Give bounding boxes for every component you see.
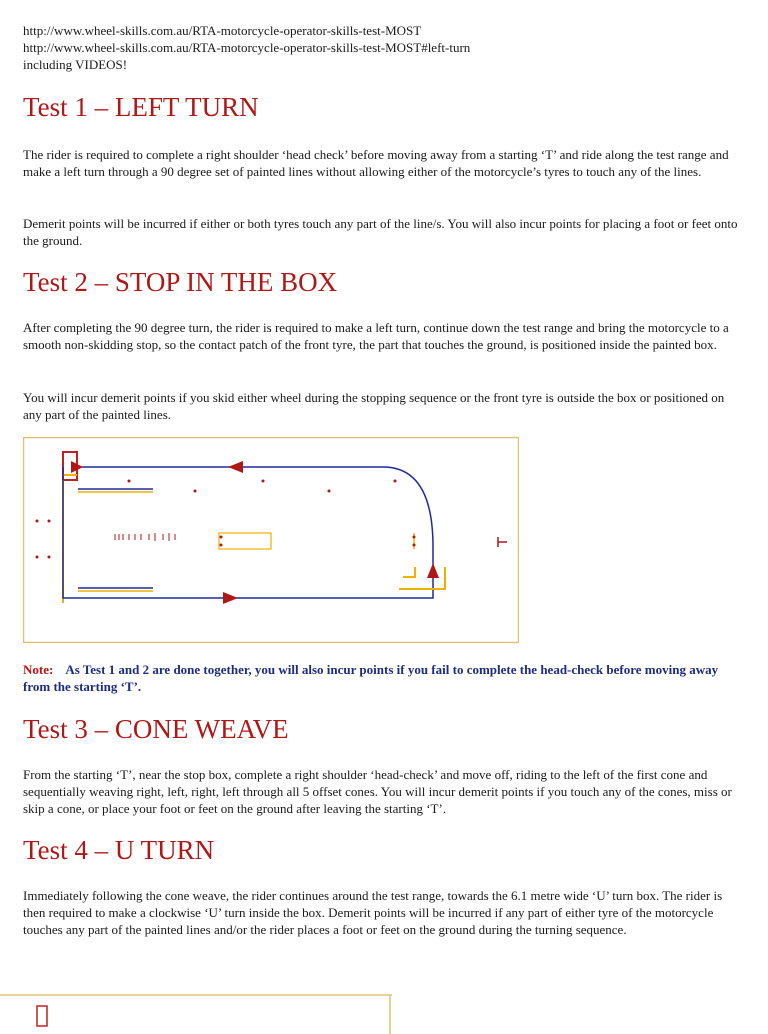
note-label: Note: (23, 662, 54, 677)
test2-paragraph-1: After completing the 90 degree turn, the rider is required to make a left turn, continue down the test range and bring the motorcycle to a smooth non-skidding stop, so the contact patch of the front tyre, the part that touches the ground, is positioned inside the painted box. (23, 320, 729, 352)
u-turn-start-marker (37, 1006, 47, 1026)
test4-heading: Test 4 – U TURN (23, 835, 215, 865)
note-text: As Test 1 and 2 are done together, you will also incur points if you fail to complete the head-check before moving away from the starting ‘T’. (23, 662, 719, 694)
test4-paragraph-1: Immediately following the cone weave, the rider continues around the test range, towards the 6.1 metre wide ‘U’ turn box. The rider is then required to make a clockwise ‘U’ turn inside the box. Demerit points will be incurred if any part of either tyre of the motorcycle touches any part of the painted lines and/or the rider places a foot or feet on the ground during the turning sequence. (23, 888, 723, 937)
test3-heading: Test 3 – CONE WEAVE (23, 714, 289, 744)
test1-heading: Test 1 – LEFT TURN (23, 92, 259, 122)
test1-paragraph-1: The rider is required to complete a right shoulder ‘head check’ before moving away from a starting ‘T’ and ride along the test range and make a left turn through a 90 degree set of painted lines without allowing either of the motorcycle’s tyres to touch any of the lines. (23, 147, 729, 179)
reference-links (23, 22, 470, 73)
videos-note: including VIDEOS! (23, 57, 128, 72)
test3-paragraph-1: From the starting ‘T’, near the stop box, complete a right shoulder ‘head-check’ and move off, riding to the left of the first cone and sequentially weaving right, left, right, left through all 5 offset cones. You will incur demerit points if you touch any of the cones, miss or skip a cone, or place your foot or feet on the ground after leaving the starting ‘T’. (23, 767, 732, 816)
u-turn-diagram (0, 994, 392, 1034)
url-link-2[interactable]: http://www.wheel-skills.com.au/RTA-motorcycle-operator-skills-test-MOST#left-turn (23, 40, 471, 55)
note-paragraph (23, 661, 747, 695)
test1-paragraph-2: Demerit points will be incurred if either or both tyres touch any part of the line/s. You will also incur points for placing a foot or feet onto the ground. (23, 216, 738, 248)
test-range-diagram (23, 437, 519, 643)
test2-paragraph-2: You will incur demerit points if you skid either wheel during the stopping sequence or the front tyre is outside the box or positioned on any part of the painted lines. (23, 390, 725, 422)
test2-heading: Test 2 – STOP IN THE BOX (23, 267, 338, 297)
url-link-1[interactable]: http://www.wheel-skills.com.au/RTA-motorcycle-operator-skills-test-MOST (23, 23, 422, 38)
